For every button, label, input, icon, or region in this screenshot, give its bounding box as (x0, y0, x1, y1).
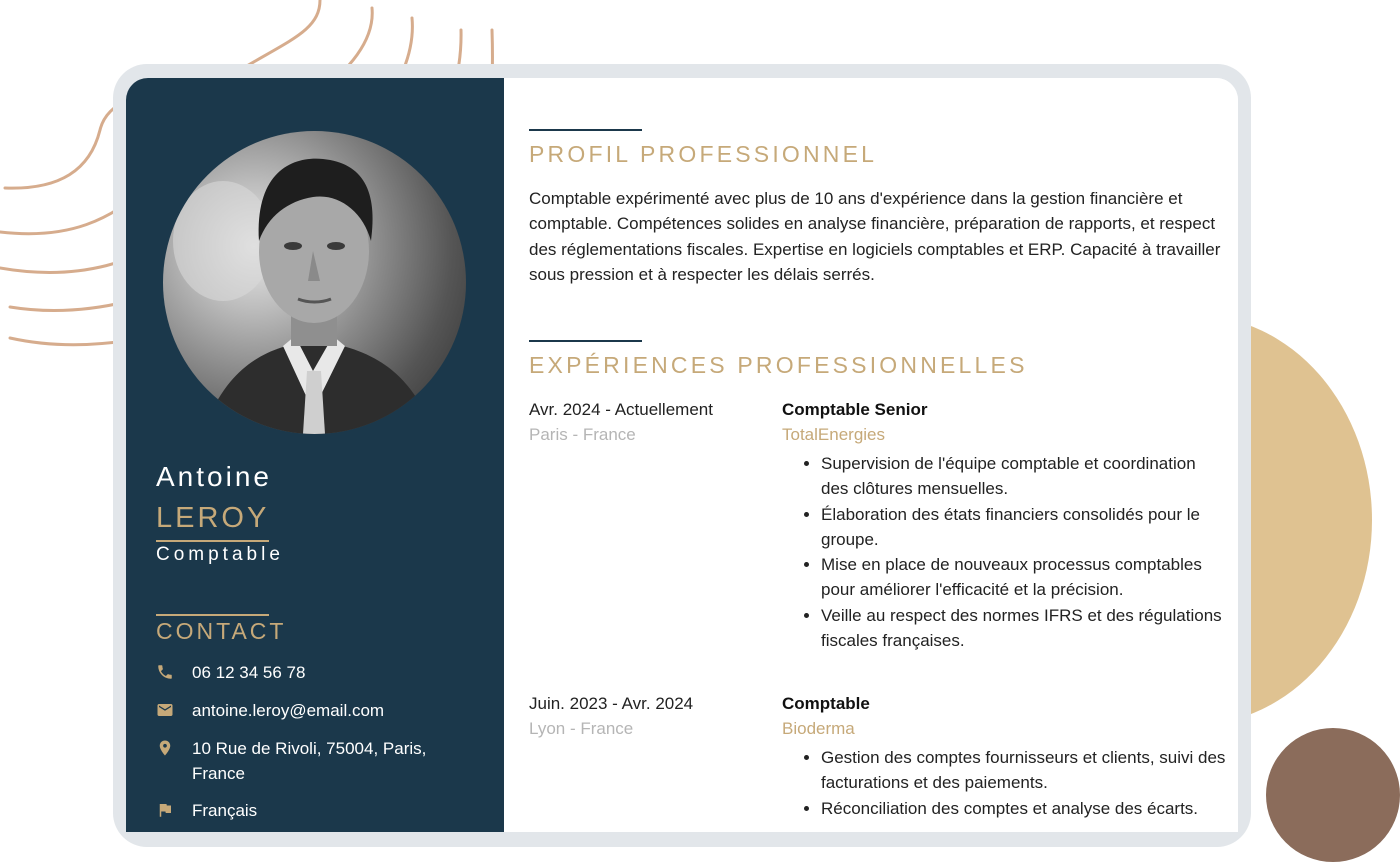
job-title: Comptable (156, 544, 284, 565)
experience-location: Lyon - France (529, 719, 634, 738)
decorative-brown-circle (1266, 728, 1400, 862)
experience-bullet: • Gestion des comptes fournisseurs et clients, suivi des facturations et des paiements. (821, 745, 1227, 796)
contact-phone[interactable] (156, 660, 462, 685)
contact-heading: CONTACT (156, 618, 287, 644)
profile-summary: Comptable expérimenté avec plus de 10 ans d'expérience dans la gestion financière et comptable. Compétences solides en analyse financière, préparation de rapports, et respect des réglementations fiscales. Expertise en logiciels comptables et ERP. Capacité à travailler sous pression et à respecter les délais serrés. (529, 189, 1221, 284)
experience-company: TotalEnergies (782, 425, 886, 444)
first-name: Antoine (156, 461, 272, 492)
flag-icon (156, 798, 192, 823)
experience-bullets (782, 745, 1227, 821)
experience-bullet: • Réconciliation des comptes et analyse des écarts. (821, 796, 1227, 821)
profile-heading: PROFIL PROFESSIONNEL (529, 141, 878, 167)
experience-role: Comptable Senior (782, 400, 928, 419)
experience-bullet: • Veille au respect des normes IFRS et des régulations fiscales françaises. (821, 603, 1227, 654)
experience-bullet: • Mise en place de nouveaux processus comptables pour améliorer l'efficacité et la précision. (821, 552, 1227, 603)
language: Français (192, 801, 258, 820)
phone-number: 06 12 34 56 78 (192, 663, 306, 682)
experience-role: Comptable (782, 694, 870, 713)
contact-email[interactable] (156, 698, 462, 723)
contact-divider (156, 614, 269, 616)
email-icon (156, 698, 192, 723)
experience-location: Paris - France (529, 425, 636, 444)
contact-language (156, 798, 462, 823)
last-name: LEROY (156, 502, 270, 534)
experience-heading: EXPÉRIENCES PROFESSIONNELLES (529, 352, 1028, 378)
resume-main (504, 78, 1238, 832)
phone-icon (156, 660, 192, 685)
email-address: antoine.leroy@email.com (192, 701, 385, 720)
contact-address (156, 736, 462, 786)
profile-divider (529, 129, 642, 131)
profile-photo (163, 131, 466, 434)
experience-company: Bioderma (782, 719, 855, 738)
resume-sheet (126, 78, 1238, 832)
postal-address: 10 Rue de Rivoli, 75004, Paris, France (192, 739, 427, 783)
resume-sidebar (126, 78, 504, 832)
experience-divider (529, 340, 642, 342)
experience-bullet: • Supervision de l'équipe comptable et coordination des clôtures mensuelles. (821, 451, 1227, 502)
experience-bullets (782, 451, 1227, 653)
experience-bullet: • Élaboration des états financiers consolidés pour le groupe. (821, 502, 1227, 553)
experience-dates: Avr. 2024 - Actuellement (529, 400, 713, 419)
name-divider (156, 540, 269, 542)
experience-dates: Juin. 2023 - Avr. 2024 (529, 694, 694, 713)
location-pin-icon (156, 736, 192, 761)
